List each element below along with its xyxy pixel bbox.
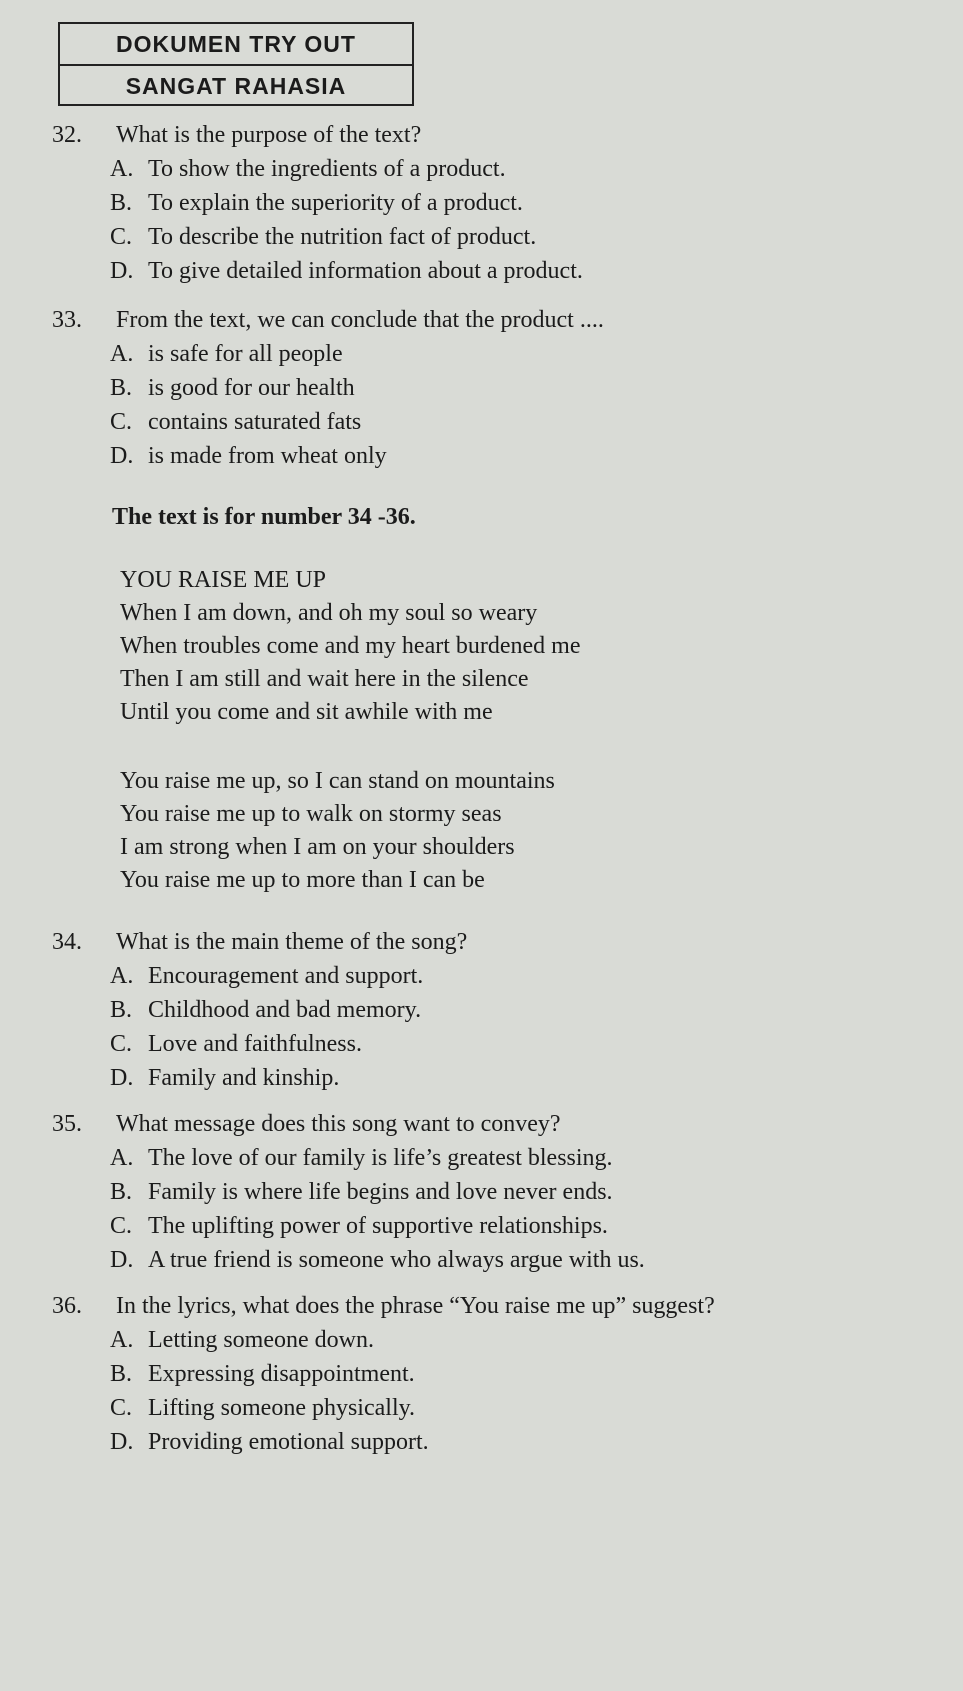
question-text: What is the purpose of the text?: [116, 122, 422, 148]
option-text: Love and faithfulness.: [148, 1031, 362, 1057]
option-text: Expressing disappointment.: [148, 1361, 415, 1387]
option-text: The love of our family is life’s greatest blessing.: [148, 1145, 613, 1171]
option-letter: D.: [110, 1065, 134, 1091]
option-letter: A.: [110, 156, 134, 182]
question-stem: [52, 118, 583, 152]
option-c[interactable]: [52, 1391, 715, 1425]
option-text: Encouragement and support.: [148, 963, 424, 989]
option-letter: B.: [110, 997, 133, 1023]
option-a[interactable]: [52, 337, 604, 371]
option-letter: D.: [110, 1429, 134, 1455]
option-letter: A.: [110, 1327, 134, 1353]
option-text: Family is where life begins and love never ends.: [148, 1179, 613, 1205]
lyric-line: I am strong when I am on your shoulders: [120, 834, 515, 860]
option-text: To give detailed information about a product.: [148, 258, 583, 284]
lyric-line: You raise me up to more than I can be: [120, 867, 485, 893]
option-letter: C.: [110, 224, 133, 250]
stamp-line-2: SANGAT RAHASIA: [60, 64, 412, 106]
option-text: Letting someone down.: [148, 1327, 374, 1353]
option-c[interactable]: [52, 405, 604, 439]
option-b[interactable]: [52, 186, 583, 220]
option-letter: B.: [110, 375, 133, 401]
option-text: is safe for all people: [148, 341, 343, 367]
question-35: [52, 1107, 645, 1277]
option-text: is made from wheat only: [148, 443, 387, 469]
option-text: contains saturated fats: [148, 409, 362, 435]
option-text: The uplifting power of supportive relationships.: [148, 1213, 608, 1239]
option-letter: A.: [110, 341, 134, 367]
question-stem: [52, 303, 604, 337]
option-text: Lifting someone physically.: [148, 1395, 416, 1421]
option-b[interactable]: [52, 993, 467, 1027]
option-d[interactable]: [52, 1061, 467, 1095]
option-text: To explain the superiority of a product.: [148, 190, 523, 216]
question-text: What message does this song want to convey?: [116, 1111, 561, 1137]
option-letter: A.: [110, 1145, 134, 1171]
option-letter: A.: [110, 963, 134, 989]
lyric-line: Until you come and sit awhile with me: [120, 699, 493, 725]
question-text: What is the main theme of the song?: [116, 929, 468, 955]
option-a[interactable]: [52, 1323, 715, 1357]
option-text: Providing emotional support.: [148, 1429, 429, 1455]
option-c[interactable]: [52, 220, 583, 254]
option-text: To show the ingredients of a product.: [148, 156, 506, 182]
question-34: [52, 925, 467, 1095]
option-letter: C.: [110, 1213, 133, 1239]
lyric-line: You raise me up to walk on stormy seas: [120, 801, 502, 827]
option-letter: D.: [110, 443, 134, 469]
question-number: 32.: [52, 122, 82, 148]
option-text: To describe the nutrition fact of product.: [148, 224, 537, 250]
option-d[interactable]: [52, 1425, 715, 1459]
question-number: 33.: [52, 307, 82, 333]
song-title: YOU RAISE ME UP: [120, 567, 327, 593]
option-c[interactable]: [52, 1209, 645, 1243]
song-lyrics: [120, 563, 581, 729]
option-b[interactable]: [52, 1357, 715, 1391]
option-letter: D.: [110, 1247, 134, 1273]
question-text: In the lyrics, what does the phrase “You raise me up” suggest?: [116, 1293, 715, 1319]
option-letter: C.: [110, 409, 133, 435]
question-stem: [52, 1107, 645, 1141]
option-text: is good for our health: [148, 375, 355, 401]
option-a[interactable]: [52, 152, 583, 186]
option-letter: B.: [110, 190, 133, 216]
option-letter: B.: [110, 1361, 133, 1387]
lyric-line: You raise me up, so I can stand on mountains: [120, 768, 555, 794]
confidential-stamp: [58, 22, 414, 106]
option-letter: C.: [110, 1031, 133, 1057]
question-stem: [52, 925, 467, 959]
stamp-line-1: DOKUMEN TRY OUT: [116, 31, 356, 57]
option-c[interactable]: [52, 1027, 467, 1061]
question-number: 36.: [52, 1293, 82, 1319]
lyric-line: Then I am still and wait here in the silence: [120, 666, 529, 692]
option-letter: B.: [110, 1179, 133, 1205]
question-number: 34.: [52, 929, 82, 955]
option-b[interactable]: [52, 371, 604, 405]
option-b[interactable]: [52, 1175, 645, 1209]
lyric-line: When I am down, and oh my soul so weary: [120, 600, 538, 626]
option-text: A true friend is someone who always argue with us.: [148, 1247, 645, 1273]
question-33: [52, 303, 604, 473]
option-d[interactable]: [52, 1243, 645, 1277]
question-stem: [52, 1289, 715, 1323]
lyric-line: When troubles come and my heart burdened me: [120, 633, 581, 659]
option-a[interactable]: [52, 959, 467, 993]
option-d[interactable]: [52, 254, 583, 288]
song-lyrics-stanza-2: [120, 765, 555, 897]
question-36: [52, 1289, 715, 1459]
option-text: Family and kinship.: [148, 1065, 340, 1091]
question-number: 35.: [52, 1111, 82, 1137]
option-text: Childhood and bad memory.: [148, 997, 422, 1023]
option-d[interactable]: [52, 439, 604, 473]
question-text: From the text, we can conclude that the product ....: [116, 307, 604, 333]
reading-intro: The text is for number 34 -36.: [112, 504, 416, 530]
question-32: [52, 118, 583, 288]
option-letter: D.: [110, 258, 134, 284]
option-letter: C.: [110, 1395, 133, 1421]
option-a[interactable]: [52, 1141, 645, 1175]
